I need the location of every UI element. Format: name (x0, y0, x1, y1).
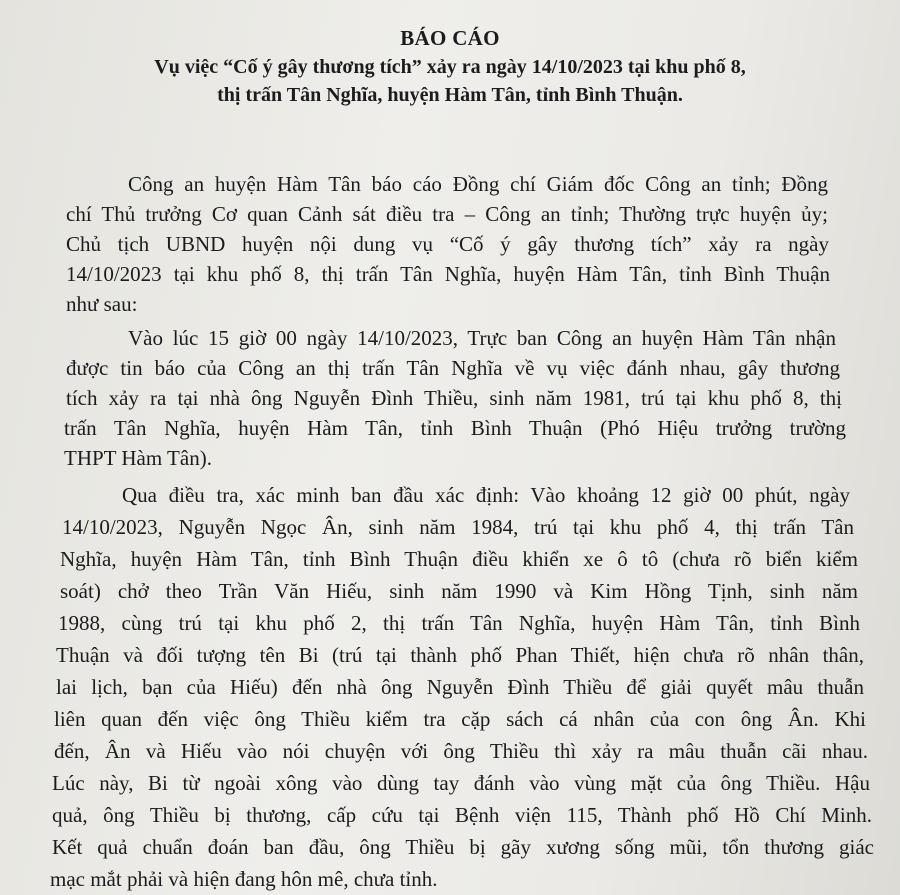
paragraph-line: đến, Ân và Hiếu vào nói chuyện với ông Thiều thì xảy ra mâu thuẫn cãi nhau. (54, 739, 868, 763)
paragraph-line: liên quan đến việc ông Thiều kiểm tra cặp sách cá nhân của con ông Ân. Khi (54, 707, 866, 731)
paragraph-line: Qua điều tra, xác minh ban đầu xác định: Vào khoảng 12 giờ 00 phút, ngày (122, 483, 850, 507)
paragraph-line: quả, ông Thiều bị thương, cấp cứu tại Bệnh viện 115, Thành phố Hồ Chí Minh. (52, 803, 872, 827)
paragraph-line: Chủ tịch UBND huyện nội dung vụ “Cố ý gây thương tích” xảy ra ngày (66, 232, 829, 256)
paragraph-line: Thuận và đối tượng tên Bi (trú tại thành phố Phan Thiết, hiện chưa rõ nhân thân, (56, 643, 864, 667)
paragraph-line: Công an huyện Hàm Tân báo cáo Đồng chí Giám đốc Công an tỉnh; Đồng (128, 172, 828, 196)
paragraph-line: soát) chở theo Trần Văn Hiếu, sinh năm 1990 và Kim Hồng Tịnh, sinh năm (60, 579, 858, 603)
paragraph-line: THPT Hàm Tân). (64, 446, 212, 470)
paragraph-line: 1988, cùng trú tại khu phố 2, thị trấn Tân Nghĩa, huyện Hàm Tân, tỉnh Bình (58, 611, 860, 635)
paragraph-line: chí Thủ trưởng Cơ quan Cảnh sát điều tra – Công an tỉnh; Thường trực huyện ủy; (66, 202, 828, 226)
paragraph-line: tích xảy ra tại nhà ông Nguyễn Đình Thiều, sinh năm 1981, trú tại khu phố 8, thị (66, 386, 842, 410)
paragraph-line: mạc mắt phải và hiện đang hôn mê, chưa tỉnh. (50, 867, 438, 891)
paragraph-line: 14/10/2023, Nguyễn Ngọc Ân, sinh năm 1984, trú tại khu phố 4, thị trấn Tân (62, 515, 854, 539)
paragraph-line: trấn Tân Nghĩa, huyện Hàm Tân, tỉnh Bình Thuận (Phó Hiệu trưởng trường (64, 416, 846, 440)
document-title: BÁO CÁO (400, 26, 500, 50)
paragraph-line: 14/10/2023 tại khu phố 8, thị trấn Tân Nghĩa, huyện Hàm Tân, tỉnh Bình Thuận (66, 262, 830, 286)
document-subtitle-line-2: thị trấn Tân Nghĩa, huyện Hàm Tân, tỉnh Bình Thuận. (217, 84, 683, 106)
paragraph-line: Nghĩa, huyện Hàm Tân, tỉnh Bình Thuận điều khiển xe ô tô (chưa rõ biển kiểm (60, 547, 858, 571)
paragraph-line: Vào lúc 15 giờ 00 ngày 14/10/2023, Trực ban Công an huyện Hàm Tân nhận (128, 326, 836, 350)
paragraph-line: như sau: (66, 292, 138, 316)
document-subtitle-line-1: Vụ việc “Cố ý gây thương tích” xảy ra ngày 14/10/2023 tại khu phố 8, (154, 56, 746, 78)
paragraph-line: lai lịch, bạn của Hiếu) đến nhà ông Nguyễn Đình Thiều để giải quyết mâu thuẫn (56, 675, 864, 699)
paragraph-line: Lúc này, Bi từ ngoài xông vào dùng tay đánh vào vùng mặt của ông Thiều. Hậu (52, 771, 870, 795)
paragraph-line: Kết quả chuẩn đoán ban đầu, ông Thiều bị gãy xương sống mũi, tổn thương giác (52, 835, 874, 859)
paragraph-line: được tin báo của Công an thị trấn Tân Nghĩa về vụ việc đánh nhau, gây thương (66, 356, 840, 380)
